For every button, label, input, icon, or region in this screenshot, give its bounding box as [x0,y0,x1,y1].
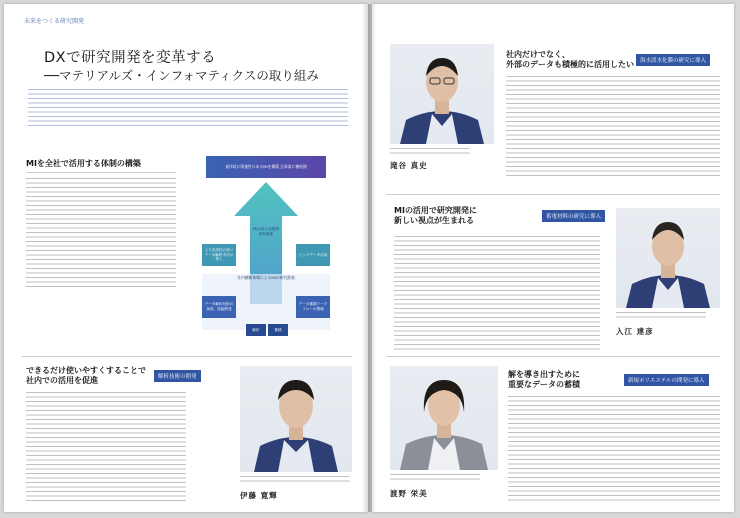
section-tag: 解析技術の開発 [154,370,201,382]
divider [386,356,720,357]
left-box: より汎用性の高いデータ解析手法の導入 [202,244,236,266]
section-heading: MIを全社で活用する体制の構築 [26,159,141,168]
body-text [508,396,720,502]
center-label: 社内横断体制によるMIの研究推進 [237,274,295,280]
right-box: ビッグデータ活用 [296,244,330,266]
section-header: 未来をつくる研究開発 [24,18,85,25]
section-heading [506,50,634,70]
person-illustration [616,208,720,308]
heading-line: 社内だけでなく、 [506,50,570,59]
mi-structure-diagram [202,154,330,340]
heading-line: 解を導き出すために [508,370,580,379]
heading-line: MIの活用で研究開発に [394,206,477,215]
heading-line: 社内での活用を促進 [26,376,98,385]
heading-line: できるだけ使いやすくすることで [26,366,146,375]
lead-paragraph [28,89,348,129]
person-illustration [390,44,494,144]
person-illustration [240,366,352,472]
section-heading [508,370,580,390]
heading-line: 重要なデータの蓄積 [508,380,580,389]
portrait-photo [240,366,352,472]
divider [22,356,352,357]
heading-line: 新しい視点が生まれる [394,216,474,225]
body-text [506,76,720,178]
article-title-line1: DXで研究開発を変革する [44,50,217,66]
section-heading [394,206,477,226]
portrait-caption [240,476,352,484]
right-page [372,4,734,512]
person-name: 渡野 栄美 [390,489,428,498]
portrait-photo [616,208,720,308]
body-text [26,178,176,290]
person-name: 滝谷 真史 [390,161,428,170]
section-tag: 新規ポリエステルの開発に導入 [624,374,709,386]
person-illustration [390,366,498,470]
body-text [394,236,600,352]
left-page [4,4,368,512]
portrait-caption [390,148,494,156]
person-name: 入江 達彦 [616,327,654,336]
section-tag: 海水淡水化膜の研究に導入 [636,54,710,66]
portrait-caption [616,312,720,320]
person-name: 伊藤 寛輝 [240,491,278,500]
portrait-caption [390,474,498,482]
bottom-right-box: データ蓄積ワークフローの整備 [296,296,330,318]
divider [386,194,720,195]
arrow-label: MI活用の成果事例を提案 [253,227,279,236]
section-tag: 蓄電材料の研究に導入 [542,210,605,222]
body-text [26,392,186,502]
heading-line: 外部のデータも積極的に活用したい [506,60,634,69]
section-heading [26,366,146,386]
divider [26,172,176,173]
portrait-photo [390,44,494,144]
bottom-left-box: データ解析技術の探索、技能開発 [202,296,236,318]
article-title-line2: ──マテリアルズ・インフォマティクスの取り組み [44,68,319,83]
portrait-photo [390,366,498,470]
foot-right-label: 蓄積 [274,327,282,332]
foot-left-label: 解析 [252,327,260,332]
top-box-label: 東洋紡に関連性のあるMIを構築 全事業に横展開 [225,163,307,169]
